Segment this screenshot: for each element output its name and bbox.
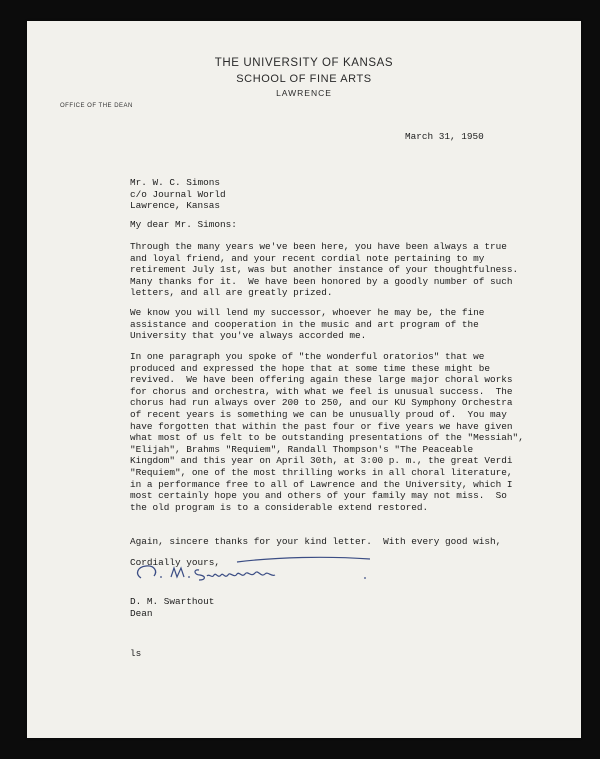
typist-initials: ls (130, 648, 142, 659)
paragraph-line: for chorus and orchestra, with what we feel is unusual success. The (130, 385, 513, 397)
letterhead-school: SCHOOL OF FINE ARTS (236, 73, 372, 85)
recipient-name: Mr. W. C. Simons (130, 177, 221, 188)
letterhead-university: THE UNIVERSITY OF KANSAS (214, 57, 394, 69)
paragraph-line: assistance and cooperation in the music and art program of the (130, 318, 479, 330)
recipient-line-3: Lawrence, Kansas (130, 200, 221, 212)
paragraph-3 (130, 351, 524, 513)
paragraph-1 (130, 241, 518, 299)
handwritten-signature (127, 548, 377, 588)
signer-block (130, 596, 214, 619)
paragraph-line: the old program is to a considerable extend restored. (130, 501, 429, 513)
paragraph-line: of recent years is something we can be unusually proud of. You may (130, 408, 507, 420)
signer-name: D. M. Swarthout (130, 596, 215, 607)
paragraph-line: Kingdom" and this year on April 30th, at 3:00 p. m., the great Verdi (130, 455, 513, 467)
paragraph-line: We know you will lend my successor, whoever he may be, the fine (130, 307, 485, 318)
paragraph-line: "Requiem", one of the most thrilling works in all choral literature, (130, 466, 513, 478)
paragraph-line: revived. We have been offering again these large major choral works (130, 374, 513, 386)
paragraph-line: Many thanks for it. We have been honored by a goodly number of such (130, 275, 513, 287)
paragraph-line: "Elijah", Brahms "Requiem", Randall Thompson's "The Peaceable (130, 443, 474, 455)
paragraph-line: chorus had run always over 200 to 250, and our KU Symphony Orchestra (130, 397, 513, 409)
paragraph-line: produced and expressed the hope that at some time these might be (130, 362, 491, 374)
letterhead-office: OFFICE OF THE DEAN (60, 103, 133, 109)
paragraph-line: letters, and all are greatly prized. (130, 287, 333, 299)
paragraph-line: most certainly hope you and others of your family may not miss. So (130, 490, 507, 502)
recipient-line-2: c/o Journal World (130, 188, 226, 200)
letterhead-city: LAWRENCE (276, 88, 332, 98)
letter-date: March 31, 1950 (405, 131, 484, 142)
recipient-address (130, 177, 226, 212)
paragraph-line: Through the many years we've been here, you have been always a true (130, 241, 507, 252)
paragraph-line: and loyal friend, and your recent cordial note pertaining to my (130, 252, 485, 264)
paragraph-line: University that you've always accorded me. (130, 330, 367, 342)
paragraph-4: Again, sincere thanks for your kind letter. With every good wish, (130, 536, 502, 547)
paragraph-line: In one paragraph you spoke of "the wonderful oratorios" that we (130, 351, 485, 362)
signer-title: Dean (130, 607, 153, 619)
letter-sheet (27, 21, 581, 738)
salutation: My dear Mr. Simons: (130, 219, 237, 230)
closing: Cordially yours, (130, 557, 221, 568)
paragraph-2 (130, 307, 484, 342)
paragraph-line: have forgotten that within the past four or five years we have given (130, 420, 513, 432)
paragraph-line: retirement July 1st, was but another instance of your thoughtfulness. (130, 264, 519, 276)
paragraph-line: in a performance free to all of Lawrence and the University, which I (130, 478, 513, 490)
paragraph-line: what most of us felt to be outstanding presentations of the "Messiah", (130, 432, 524, 444)
